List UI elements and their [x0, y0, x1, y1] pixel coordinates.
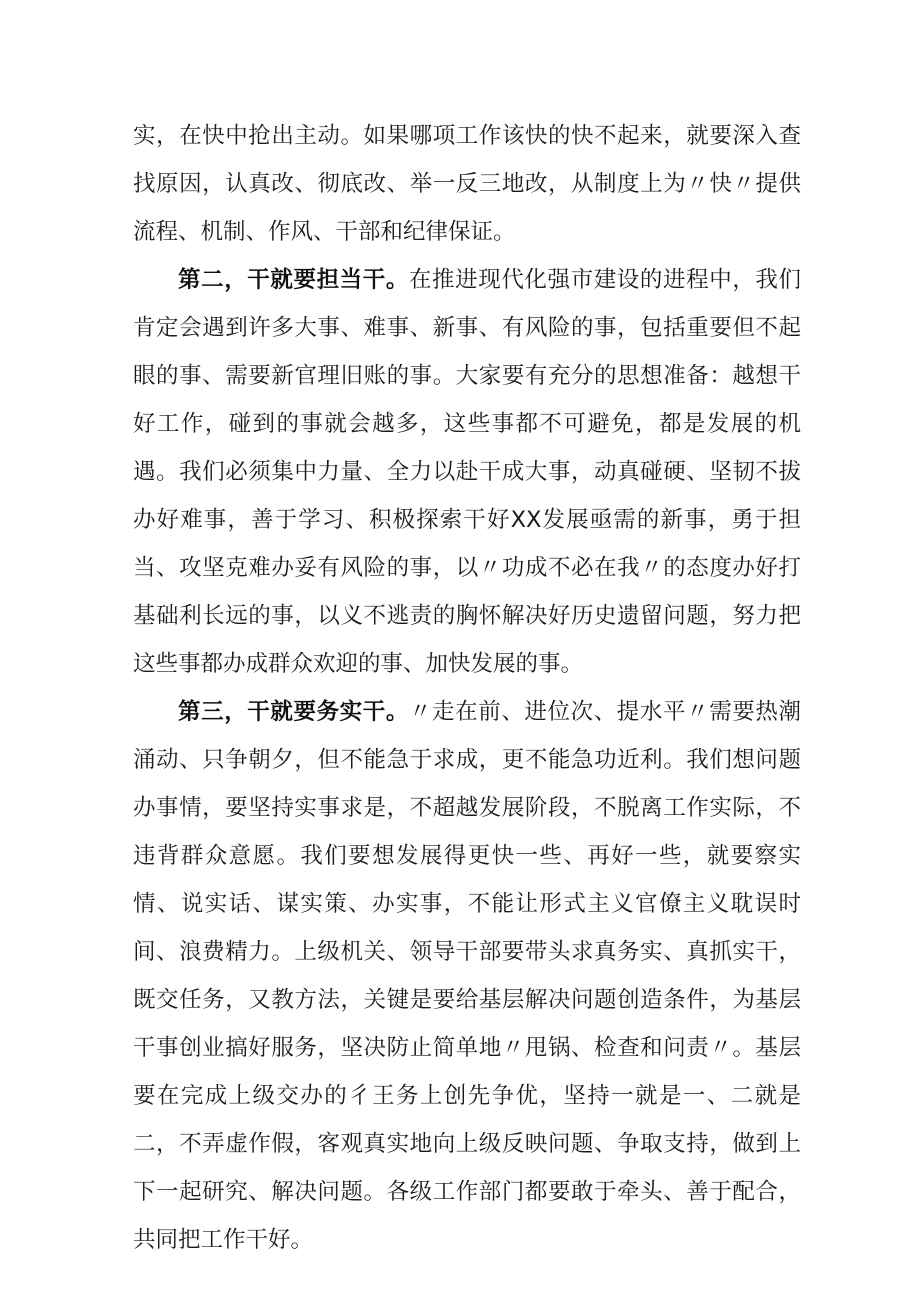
paragraph-second — [133, 256, 801, 688]
paragraph-heading: 第二，干就要担当干。 — [178, 267, 409, 293]
paragraph-text: 实，在快中抢出主动。如果哪项工作该快的快不起来，就要深入查找原因，认真改、彻底改、举一反三地改，从制度上为〃快〃提供流程、机制、作风、干部和纪律保证。 — [133, 123, 801, 245]
paragraph-text: 〃走在前、进位次、提水平〃需要热潮涌动、只争朝夕，但不能急于求成，更不能急功近利。我们想问题办事情，要坚持实事求是，不超越发展阶段，不脱离工作实际，不违背群众意愿。我们要想发展得更快一些、再好一些，就要察实情、说实话、谋实策、办实事，不能让形式主义官僚主义耽误时间、浪费精力。上级机关、领导干部要带头求真务实、真抓实干，既交任务，又教方法，关键是要给基层解决问题创造条件，为基层干事创业搞好服务，坚决防止简单地〃甩锅、检查和问责〃。基层要在完成上级交办的彳王务上创先争优，坚持一就是一、二就是二，不弄虚作假，客观真实地向上级反映问题、争取支持，做到上下一起研究、解决问题。各级工作部门都要敢于牵头、善于配合，共同把工作干好。 — [133, 699, 801, 1253]
paragraph-text: 在推进现代化强市建设的进程中，我们肯定会遇到许多大事、难事、新事、有风险的事，包括重要但不起眼的事、需要新官理旧账的事。大家要有充分的思想准备：越想干好工作，碰到的事就会越多，这些事都不可避免，都是发展的机遇。我们必须集中力量、全力以赴干成大事，动真碰硬、坚韧不拔办好难事，善于学习、积极探索干好XX发展亟需的新事，勇于担当、攻坚克难办妥有风险的事，以〃功成不必在我〃的态度办好打基础利长远的事，以义不逃责的胸怀解决好历史遗留问题，努力把这些事都办成群众欢迎的事、加快发展的事。 — [133, 267, 801, 677]
paragraph-heading: 第三，干就要务实干。 — [178, 699, 409, 725]
document-body — [133, 112, 801, 1264]
paragraph-third — [133, 688, 801, 1264]
paragraph-continuation — [133, 112, 801, 256]
